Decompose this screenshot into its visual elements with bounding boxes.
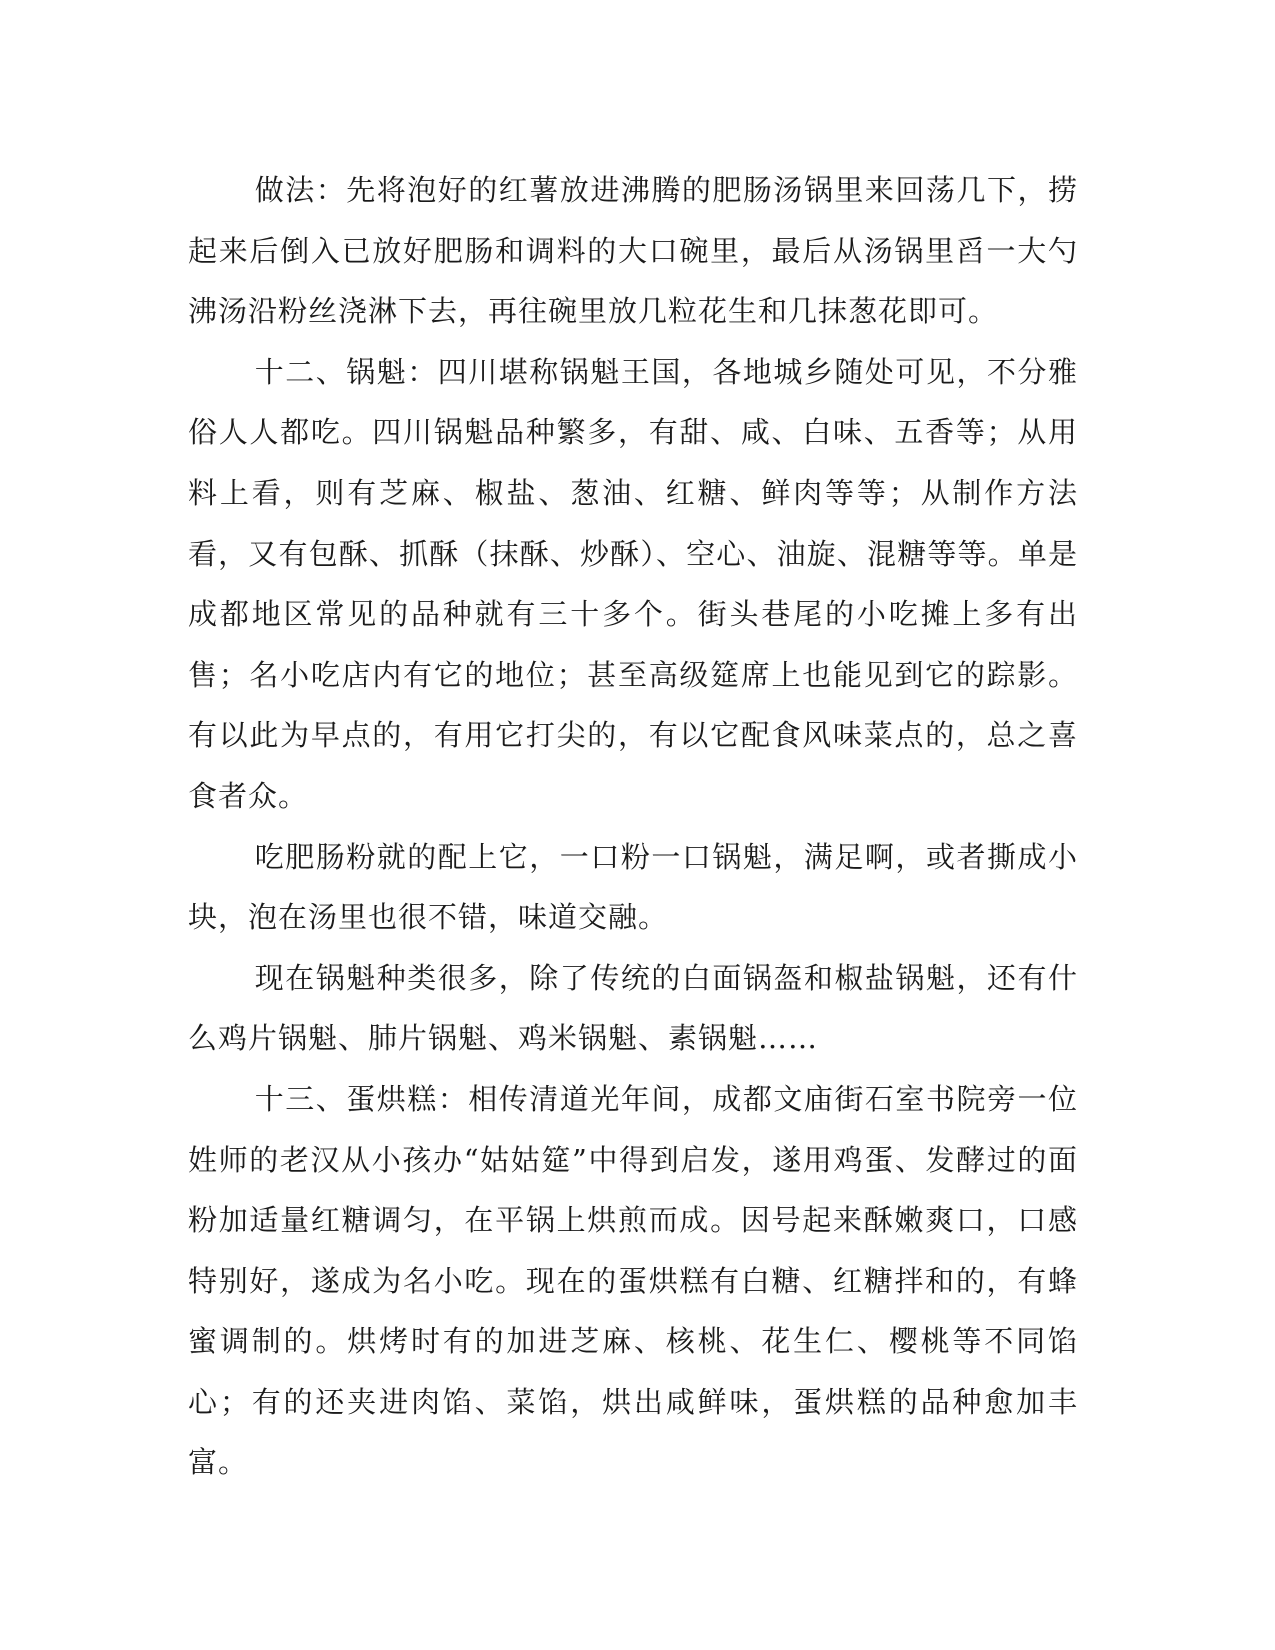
paragraph-danhonggao: 十三、蛋烘糕：相传清道光年间，成都文庙街石室书院旁一位姓师的老汉从小孩办“姑姑筵”中得到启发，遂用鸡蛋、发酵过的面粉加适量红糖调匀，在平锅上烘煎而成。因号起来酥嫩爽口，口感特别好，遂成为名小吃。现在的蛋烘糕有白糖、红糖拌和的，有蜂蜜调制的。烘烤时有的加进芝麻、核桃、花生仁、樱桃等不同馅心；有的还夹进肉馅、菜馅，烘出咸鲜味，蛋烘糕的品种愈加丰富。 (188, 1081, 1078, 1480)
paragraph-guokui: 十二、锅魁：四川堪称锅魁王国，各地城乡随处可见，不分雅俗人人都吃。四川锅魁品种繁多，有甜、咸、白味、五香等；从用料上看，则有芝麻、椒盐、葱油、红糖、鲜肉等等；从制作方法看，又有包酥、抓酥（抹酥、炒酥）、空心、油旋、混糖等等。单是成都地区常见的品种就有三十多个。街头巷尾的小吃摊上多有出售；名小吃店内有它的地位；甚至高级筵席上也能见到它的踪影。有以此为早点的，有用它打尖的，有以它配食风味菜点的，总之喜食者众。 (188, 354, 1078, 813)
paragraph-feichangfen: 吃肥肠粉就的配上它，一口粉一口锅魁，满足啊，或者撕成小块，泡在汤里也很不错，味道交融。 (188, 839, 1078, 935)
body-text (188, 160, 1078, 1493)
paragraph-fangfa: 做法：先将泡好的红薯放进沸腾的肥肠汤锅里来回荡几下，捞起来后倒入已放好肥肠和调料的大口碗里，最后从汤锅里舀一大勺沸汤沿粉丝浇淋下去，再往碗里放几粒花生和几抹葱花即可。 (188, 173, 1078, 329)
paragraph-guokui-types: 现在锅魁种类很多，除了传统的白面锅盔和椒盐锅魁，还有什么鸡片锅魁、肺片锅魁、鸡米锅魁、素锅魁…… (188, 960, 1078, 1056)
